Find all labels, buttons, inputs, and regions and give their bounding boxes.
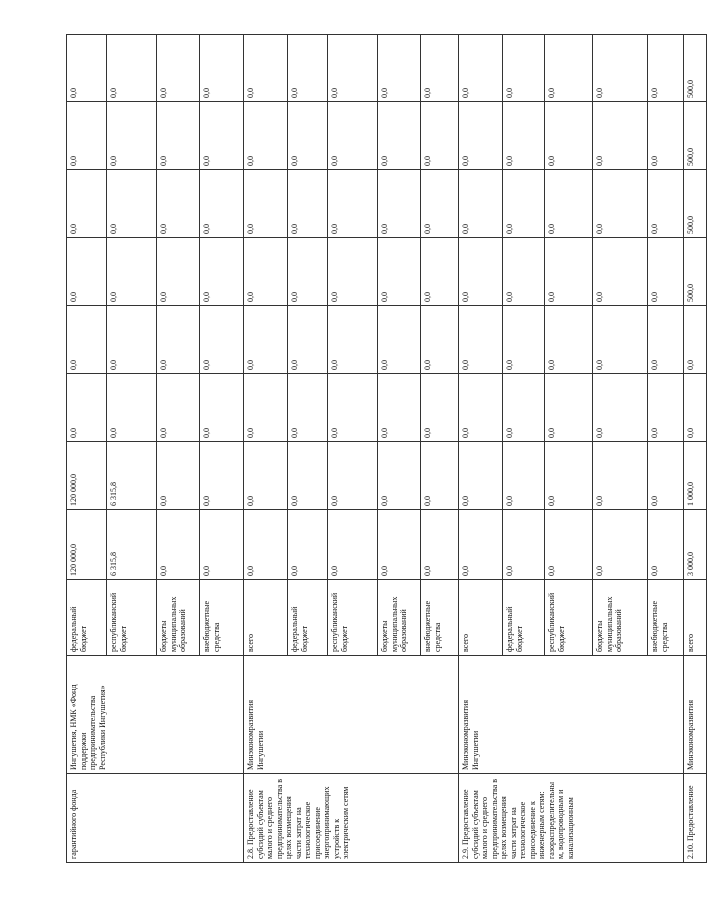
value-cell: 0,0 — [378, 35, 421, 102]
value-cell: 120 000,0 — [67, 442, 107, 510]
measure-cell: 2.10. Предоставление — [684, 774, 707, 863]
source-cell: внебюджетные средства — [421, 580, 459, 656]
value-cell: 0,0 — [378, 510, 421, 580]
value-cell: 1 000,0 — [684, 442, 707, 510]
value-cell: 0,0 — [378, 102, 421, 170]
value-cell: 6 315,8 — [107, 510, 157, 580]
value-cell: 0,0 — [421, 374, 459, 442]
value-cell: 0,0 — [421, 35, 459, 102]
value-cell: 0,0 — [288, 374, 328, 442]
value-cell: 0,0 — [459, 374, 503, 442]
value-cell: 0,0 — [593, 442, 648, 510]
source-cell: внебюджетные средства — [648, 580, 684, 656]
measure-cell: 2.8. Предоставление субсидий субъектам малого и среднего предпринимательства в целях возмещения части затрат на технологическое присоединение энергопринимающих устройств к электрическим сетям — [244, 774, 459, 863]
value-cell: 0,0 — [378, 374, 421, 442]
value-cell: 0,0 — [545, 306, 593, 374]
value-cell: 0,0 — [107, 374, 157, 442]
value-cell: 0,0 — [328, 442, 378, 510]
source-cell: федеральный бюджет — [503, 580, 545, 656]
value-cell: 0,0 — [200, 238, 244, 306]
value-cell: 0,0 — [107, 35, 157, 102]
value-cell: 0,0 — [244, 306, 288, 374]
value-cell: 500,0 — [684, 238, 707, 306]
value-cell: 0,0 — [459, 170, 503, 238]
rotated-page — [66, 35, 695, 863]
value-cell: 0,0 — [421, 510, 459, 580]
value-cell: 0,0 — [459, 306, 503, 374]
value-cell: 0,0 — [244, 102, 288, 170]
measure-cell: 2.9. Предоставление субсидий субъектам малого и среднего предпринимательства в целях возмещения части затрат на технологическое присоединение к инженерным сетям: газораспределительным, водопроводным и канализационным — [459, 774, 684, 863]
source-cell: республиканский бюджет — [328, 580, 378, 656]
value-cell: 0,0 — [593, 35, 648, 102]
source-cell: бюджеты муниципальных образований — [157, 580, 200, 656]
value-cell: 0,0 — [200, 170, 244, 238]
value-cell: 0,0 — [503, 442, 545, 510]
value-cell: 0,0 — [421, 238, 459, 306]
value-cell: 0,0 — [503, 306, 545, 374]
value-cell: 0,0 — [545, 510, 593, 580]
source-cell: всего — [684, 580, 707, 656]
value-cell: 0,0 — [107, 306, 157, 374]
value-cell: 0,0 — [545, 35, 593, 102]
table-row — [459, 35, 503, 863]
value-cell: 0,0 — [421, 102, 459, 170]
value-cell: 0,0 — [684, 306, 707, 374]
value-cell: 0,0 — [593, 102, 648, 170]
source-cell: всего — [244, 580, 288, 656]
source-cell: всего — [459, 580, 503, 656]
value-cell: 0,0 — [157, 238, 200, 306]
value-cell: 0,0 — [378, 442, 421, 510]
value-cell: 0,0 — [593, 306, 648, 374]
value-cell: 0,0 — [459, 35, 503, 102]
value-cell: 0,0 — [378, 238, 421, 306]
source-cell: федеральный бюджет — [67, 580, 107, 656]
value-cell: 0,0 — [648, 170, 684, 238]
value-cell: 500,0 — [684, 35, 707, 102]
value-cell: 0,0 — [244, 374, 288, 442]
value-cell: 0,0 — [378, 306, 421, 374]
value-cell: 0,0 — [200, 306, 244, 374]
value-cell: 0,0 — [684, 374, 707, 442]
value-cell: 0,0 — [648, 374, 684, 442]
value-cell: 0,0 — [459, 442, 503, 510]
value-cell: 0,0 — [459, 510, 503, 580]
value-cell: 0,0 — [593, 510, 648, 580]
value-cell: 0,0 — [545, 442, 593, 510]
source-cell: бюджеты муниципальных образований — [378, 580, 421, 656]
value-cell: 0,0 — [648, 306, 684, 374]
value-cell: 0,0 — [244, 238, 288, 306]
value-cell: 0,0 — [648, 35, 684, 102]
value-cell: 0,0 — [67, 170, 107, 238]
value-cell: 0,0 — [288, 102, 328, 170]
value-cell: 0,0 — [503, 35, 545, 102]
value-cell: 0,0 — [593, 170, 648, 238]
value-cell: 0,0 — [421, 442, 459, 510]
value-cell: 0,0 — [503, 238, 545, 306]
executor-cell: Минэкономразвития Ингушетии — [459, 656, 684, 774]
value-cell: 0,0 — [421, 306, 459, 374]
value-cell: 0,0 — [200, 102, 244, 170]
value-cell: 0,0 — [545, 102, 593, 170]
table-row — [684, 35, 707, 863]
source-cell: республиканский бюджет — [545, 580, 593, 656]
value-cell: 0,0 — [107, 238, 157, 306]
value-cell: 0,0 — [244, 170, 288, 238]
table-row — [244, 35, 288, 863]
value-cell: 0,0 — [503, 102, 545, 170]
value-cell: 0,0 — [288, 306, 328, 374]
value-cell: 0,0 — [459, 238, 503, 306]
value-cell: 0,0 — [157, 374, 200, 442]
value-cell: 0,0 — [328, 510, 378, 580]
executor-cell: Минэкономразвития Ингушетии — [244, 656, 459, 774]
value-cell: 0,0 — [328, 306, 378, 374]
value-cell: 0,0 — [378, 170, 421, 238]
value-cell: 0,0 — [459, 102, 503, 170]
funding-table — [66, 34, 707, 863]
source-cell: федеральный бюджет — [288, 580, 328, 656]
source-cell: внебюджетные средства — [200, 580, 244, 656]
value-cell: 0,0 — [157, 510, 200, 580]
value-cell: 0,0 — [244, 510, 288, 580]
value-cell: 500,0 — [684, 170, 707, 238]
value-cell: 0,0 — [503, 170, 545, 238]
value-cell: 0,0 — [67, 102, 107, 170]
value-cell: 0,0 — [503, 510, 545, 580]
value-cell: 0,0 — [328, 238, 378, 306]
executor-cell: Ингушетия, НМК «Фонд поддержки предпринимательства Республики Ингушетия» — [67, 656, 244, 774]
value-cell: 0,0 — [157, 102, 200, 170]
value-cell: 0,0 — [648, 442, 684, 510]
value-cell: 0,0 — [67, 238, 107, 306]
value-cell: 0,0 — [244, 35, 288, 102]
value-cell: 0,0 — [288, 238, 328, 306]
value-cell: 0,0 — [200, 35, 244, 102]
value-cell: 0,0 — [157, 170, 200, 238]
value-cell: 0,0 — [545, 374, 593, 442]
table-row — [67, 35, 107, 863]
value-cell: 0,0 — [200, 510, 244, 580]
value-cell: 0,0 — [67, 35, 107, 102]
value-cell: 0,0 — [545, 238, 593, 306]
value-cell: 0,0 — [328, 374, 378, 442]
value-cell: 0,0 — [200, 442, 244, 510]
value-cell: 0,0 — [328, 170, 378, 238]
value-cell: 0,0 — [593, 374, 648, 442]
executor-cell: Минэкономразвития — [684, 656, 707, 774]
value-cell: 6 315,8 — [107, 442, 157, 510]
value-cell: 0,0 — [648, 510, 684, 580]
value-cell: 0,0 — [157, 306, 200, 374]
value-cell: 0,0 — [157, 35, 200, 102]
value-cell: 0,0 — [648, 238, 684, 306]
source-cell: республиканский бюджет — [107, 580, 157, 656]
value-cell: 0,0 — [67, 306, 107, 374]
value-cell: 500,0 — [684, 102, 707, 170]
value-cell: 120 000,0 — [67, 510, 107, 580]
value-cell: 0,0 — [545, 170, 593, 238]
value-cell: 0,0 — [328, 35, 378, 102]
value-cell: 0,0 — [421, 170, 459, 238]
value-cell: 0,0 — [288, 35, 328, 102]
value-cell: 0,0 — [107, 102, 157, 170]
value-cell: 0,0 — [200, 374, 244, 442]
measure-cell: гарантийного фонда — [67, 774, 244, 863]
value-cell: 0,0 — [593, 238, 648, 306]
value-cell: 0,0 — [107, 170, 157, 238]
value-cell: 0,0 — [244, 442, 288, 510]
value-cell: 0,0 — [328, 102, 378, 170]
source-cell: бюджеты муниципальных образований — [593, 580, 648, 656]
value-cell: 0,0 — [288, 442, 328, 510]
value-cell: 0,0 — [648, 102, 684, 170]
value-cell: 0,0 — [288, 170, 328, 238]
value-cell: 0,0 — [503, 374, 545, 442]
value-cell: 3 000,0 — [684, 510, 707, 580]
value-cell: 0,0 — [288, 510, 328, 580]
value-cell: 0,0 — [67, 374, 107, 442]
value-cell: 0,0 — [157, 442, 200, 510]
